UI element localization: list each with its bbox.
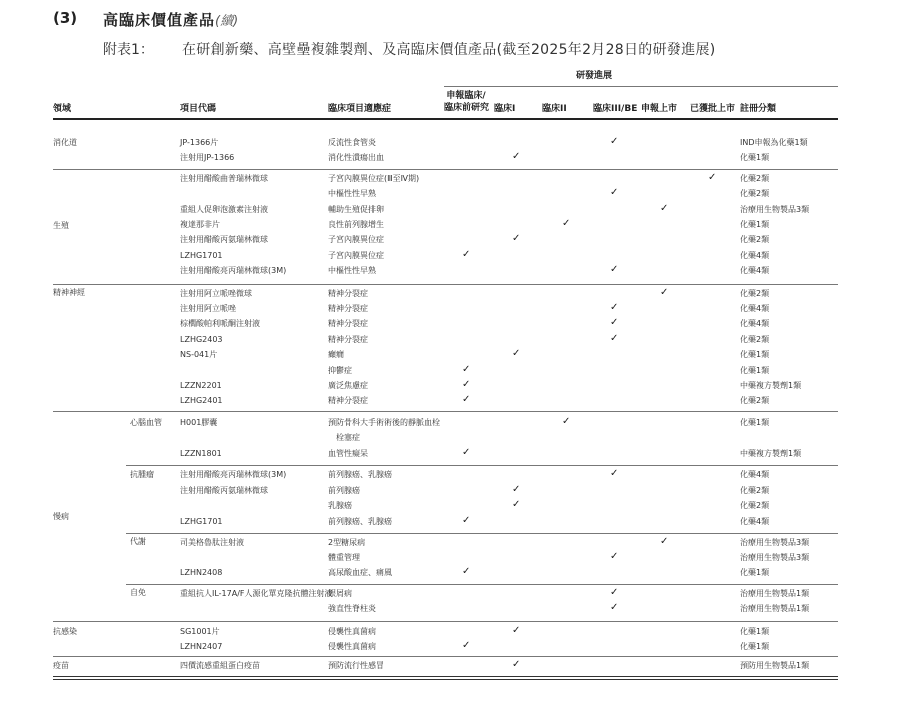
stage-check-icon: ✓ [462, 364, 471, 375]
registration-class: 化藥2類 [740, 289, 770, 298]
subsection-rule [126, 465, 838, 466]
indication: 精神分裂症 [328, 396, 368, 405]
project-code: LZZN1801 [180, 449, 222, 458]
project-code: H001膠囊 [180, 418, 218, 427]
indication: 精神分裂症 [328, 289, 368, 298]
header-filing: 申報上市 [641, 104, 678, 114]
indication: 2型糖尿病 [328, 538, 366, 547]
section-rule [53, 169, 838, 170]
stage-check-icon: ✓ [610, 587, 619, 598]
table-caption: 在研創新藥、高壁壘複雜製劑、及高臨床價值產品(截至2025年2月28日的研發進展) [182, 42, 716, 58]
project-code: NS-041片 [180, 350, 218, 359]
subcategory-oncology: 抗腫瘤 [130, 470, 154, 479]
stage-check-icon: ✓ [462, 640, 471, 651]
stage-check-icon: ✓ [462, 566, 471, 577]
continued-note: (續) [215, 14, 239, 29]
indication: 良性前列腺增生 [328, 220, 384, 229]
registration-class: 化藥1類 [740, 153, 770, 162]
stage-check-icon: ✓ [512, 348, 521, 359]
stage-check-icon: ✓ [462, 394, 471, 405]
registration-class: 化藥4類 [740, 266, 770, 275]
project-code: 棕櫚酸帕利哌酮注射液 [180, 319, 260, 328]
stage-check-icon: ✓ [512, 151, 521, 162]
table-label: 附表1： [103, 42, 154, 58]
indication: 預防流行性感冒 [328, 661, 384, 670]
stage-check-icon: ✓ [512, 659, 521, 670]
project-code: 注射用JP-1366 [180, 153, 235, 162]
header-domain: 領域 [53, 104, 72, 114]
stage-check-icon: ✓ [512, 625, 521, 636]
subsection-rule [126, 533, 838, 534]
indication: 侵襲性真菌病 [328, 642, 376, 651]
indication: 精神分裂症 [328, 304, 368, 313]
stage-check-icon: ✓ [462, 515, 471, 526]
registration-class: 化藥4類 [740, 517, 770, 526]
registration-class: 化藥4類 [740, 319, 770, 328]
stage-check-icon: ✓ [660, 203, 669, 214]
project-code: LZHN2407 [180, 642, 223, 651]
section-rule [53, 411, 838, 412]
indication: 廣泛焦慮症 [328, 381, 368, 390]
indication: 銀屑病 [328, 589, 352, 598]
header-preclinical-line1: 申報臨床/ [446, 91, 486, 101]
indication: 栓塞症 [336, 433, 360, 442]
registration-class: IND申報為化藥1類 [740, 138, 808, 147]
registration-class: 治療用生物製品3類 [740, 553, 810, 562]
header-phase3: 臨床III/BE [593, 104, 638, 114]
indication: 癲癇 [328, 350, 344, 359]
section-number: (3) [53, 9, 78, 27]
stage-check-icon: ✓ [660, 287, 669, 298]
registration-class: 中藥複方製劑1類 [740, 449, 802, 458]
registration-class: 化藥2類 [740, 501, 770, 510]
indication: 體重管理 [328, 553, 360, 562]
stage-check-icon: ✓ [708, 172, 717, 183]
category-digestive: 消化道 [53, 138, 77, 147]
header-bottom-rule [53, 118, 838, 120]
project-code: 重組人促卵泡激素注射液 [180, 205, 268, 214]
registration-class: 化藥1類 [740, 366, 770, 375]
indication: 前列腺癌、乳腺癌 [328, 470, 392, 479]
stage-check-icon: ✓ [610, 187, 619, 198]
indication: 子宮內膜異位症 [328, 235, 384, 244]
table-bottom-rule [53, 676, 838, 680]
stage-check-icon: ✓ [562, 416, 571, 427]
stage-check-icon: ✓ [610, 551, 619, 562]
category-neuro-psych: 精神神經 [53, 288, 85, 297]
section-rule [53, 621, 838, 622]
project-code: 四價流感重組蛋白疫苗 [180, 661, 260, 670]
indication: 侵襲性真菌病 [328, 627, 376, 636]
section-rule [53, 284, 838, 285]
project-code: LZHG1701 [180, 517, 223, 526]
registration-class: 治療用生物製品1類 [740, 604, 810, 613]
registration-class: 中藥複方製劑1類 [740, 381, 802, 390]
stage-check-icon: ✓ [562, 218, 571, 229]
indication: 前列腺癌、乳腺癌 [328, 517, 392, 526]
indication: 前列腺癌 [328, 486, 360, 495]
indication: 預防骨科大手術術後的靜脈血栓 [328, 418, 440, 427]
header-indication: 臨床項目適應症 [328, 104, 392, 114]
category-chronic: 慢病 [53, 512, 69, 521]
project-code: 注射用阿立哌唑 [180, 304, 236, 313]
indication: 高尿酸血症、痛風 [328, 568, 392, 577]
indication: 反流性食管炎 [328, 138, 376, 147]
registration-class: 化藥4類 [740, 304, 770, 313]
header-code: 項目代碼 [180, 104, 217, 114]
indication: 子宮內膜異位症 [328, 251, 384, 260]
stage-check-icon: ✓ [660, 536, 669, 547]
indication: 輔助生殖促排卵 [328, 205, 384, 214]
indication: 精神分裂症 [328, 319, 368, 328]
subcategory-cardio: 心腦血管 [130, 418, 162, 427]
registration-class: 化藥1類 [740, 220, 770, 229]
indication: 子宮內膜異位症(Ⅲ至Ⅳ期) [328, 174, 420, 183]
section-rule [53, 656, 838, 657]
registration-class: 預防用生物製品1類 [740, 661, 810, 670]
section-title [103, 9, 238, 30]
project-code: 注射用醋酸丙氨瑞林微球 [180, 486, 268, 495]
header-phase1: 臨床I [494, 104, 516, 114]
stage-check-icon: ✓ [512, 484, 521, 495]
category-vaccine: 疫苗 [53, 661, 69, 670]
registration-class: 治療用生物製品1類 [740, 589, 810, 598]
header-registration: 註冊分類 [740, 104, 777, 114]
project-code: 注射用醋酸曲普瑞林微球 [180, 174, 268, 183]
registration-class: 化藥1類 [740, 350, 770, 359]
project-code: SG1001片 [180, 627, 220, 636]
stage-check-icon: ✓ [610, 333, 619, 344]
stage-check-icon: ✓ [610, 468, 619, 479]
project-code: 重組抗人IL-17A/F人源化單克隆抗體注射液 [180, 589, 333, 598]
project-code: 注射用醋酸亮丙瑞林微球(3M) [180, 266, 287, 275]
registration-class: 化藥2類 [740, 486, 770, 495]
subcategory-metabolic: 代謝 [130, 537, 146, 546]
stage-check-icon: ✓ [610, 317, 619, 328]
header-preclinical-line2: 臨床前研究 [444, 103, 490, 113]
registration-class: 化藥2類 [740, 396, 770, 405]
category-reproductive: 生殖 [53, 221, 69, 230]
registration-class: 治療用生物製品3類 [740, 538, 810, 547]
indication: 血管性癡呆 [328, 449, 368, 458]
project-code: LZZN2201 [180, 381, 222, 390]
header-group-rule [444, 86, 838, 87]
project-code: 注射用阿立哌唑微球 [180, 289, 252, 298]
stage-check-icon: ✓ [462, 249, 471, 260]
registration-class: 化藥2類 [740, 189, 770, 198]
subsection-rule [126, 584, 838, 585]
project-code: JP-1366片 [180, 138, 219, 147]
header-approved: 已獲批上市 [690, 104, 736, 114]
registration-class: 化藥4類 [740, 470, 770, 479]
section-title-text: 高臨床價值產品 [103, 11, 216, 29]
registration-class: 化藥2類 [740, 174, 770, 183]
category-anti-infective: 抗感染 [53, 627, 77, 636]
stage-check-icon: ✓ [610, 302, 619, 313]
indication: 中樞性性早熟 [328, 266, 376, 275]
stage-check-icon: ✓ [610, 602, 619, 613]
project-code: 注射用醋酸亮丙瑞林微球(3M) [180, 470, 287, 479]
stage-check-icon: ✓ [610, 136, 619, 147]
project-code: LZHN2408 [180, 568, 223, 577]
stage-check-icon: ✓ [512, 499, 521, 510]
registration-class: 化藥1類 [740, 568, 770, 577]
registration-class: 化藥2類 [740, 335, 770, 344]
indication: 消化性潰瘍出血 [328, 153, 384, 162]
registration-class: 化藥1類 [740, 627, 770, 636]
project-code: 司美格魯肽注射液 [180, 538, 244, 547]
header-preclinical [444, 90, 488, 114]
project-code: 注射用醋酸丙氨瑞林微球 [180, 235, 268, 244]
indication: 強直性脊柱炎 [328, 604, 376, 613]
registration-class: 治療用生物製品3類 [740, 205, 810, 214]
project-code: 複達那非片 [180, 220, 220, 229]
registration-class: 化藥1類 [740, 642, 770, 651]
registration-class: 化藥2類 [740, 235, 770, 244]
project-code: LZHG2401 [180, 396, 223, 405]
stage-check-icon: ✓ [610, 264, 619, 275]
header-group-rd-progress: 研發進展 [575, 71, 612, 81]
indication: 中樞性性早熟 [328, 189, 376, 198]
stage-check-icon: ✓ [462, 379, 471, 390]
stage-check-icon: ✓ [462, 447, 471, 458]
project-code: LZHG2403 [180, 335, 223, 344]
indication: 精神分裂症 [328, 335, 368, 344]
registration-class: 化藥4類 [740, 251, 770, 260]
subcategory-immune: 自免 [130, 588, 146, 597]
registration-class: 化藥1類 [740, 418, 770, 427]
indication: 抑鬱症 [328, 366, 352, 375]
project-code: LZHG1701 [180, 251, 223, 260]
stage-check-icon: ✓ [512, 233, 521, 244]
header-phase2: 臨床II [542, 104, 567, 114]
indication: 乳腺癌 [328, 501, 352, 510]
